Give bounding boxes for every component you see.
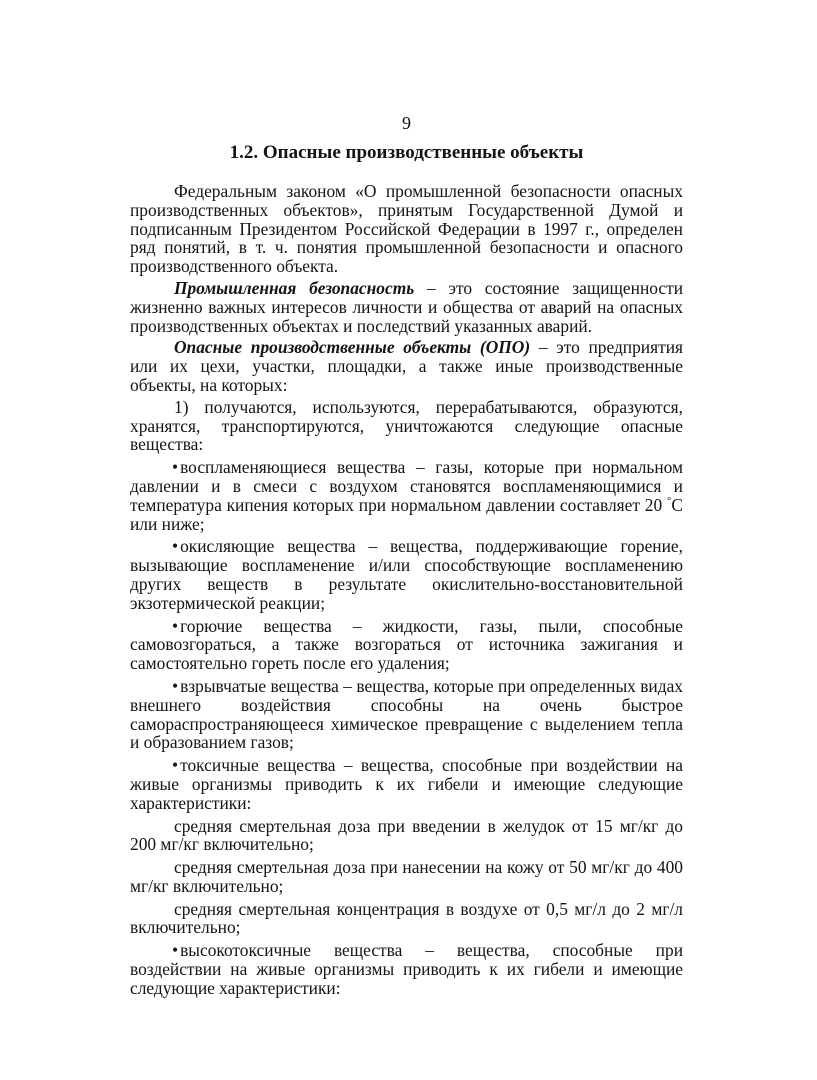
bullet-marker: • [172, 536, 179, 557]
bullet-marker: • [172, 457, 179, 478]
bullet-text: воспламеняющиеся вещества – газы, которые при нормальном давлении и в смеси с воздухом становятся воспламеняющимися и температура кипения которых при нормальном давлении составляет 20 [130, 457, 683, 515]
bullet-highly-toxic [130, 941, 683, 997]
bullet-marker: • [172, 615, 179, 636]
definition-hazardous-objects: – это предприятия или их цехи, участки, площадки, а также иные производственные объекты, на которых: [130, 337, 684, 395]
bullet-combustible [130, 617, 683, 673]
degree-sign: ° [666, 494, 672, 507]
section-title: 1.2. Опасные производственные объекты [229, 142, 584, 163]
bullet-marker: • [172, 755, 179, 776]
bullet-text: взрывчатые вещества – вещества, которые при определенных видах внешнего воздействия способны на очень быстрое самораспространяющееся химическое превращение с выделением тепла и образованием газов; [130, 675, 683, 753]
bullet-explosive [130, 677, 683, 752]
term-industrial-safety: Промышленная безопасность [174, 277, 415, 298]
paragraph-safety-definition [130, 279, 683, 335]
page-number: 9 [402, 113, 411, 133]
bullet-text: токсичные вещества – вещества, способные при воздействии на живые организмы приводить к их гибели и имеющие следующие характеристики: [130, 755, 683, 813]
bullet-text: С или ниже; [130, 494, 683, 534]
paragraph-opo-definition [130, 338, 683, 394]
bullet-flammable [130, 458, 683, 533]
bullet-toxic [130, 756, 683, 812]
bullet-marker: • [172, 940, 179, 961]
bullet-oxidizing [130, 537, 683, 612]
bullet-text: горючие вещества – жидкости, газы, пыли, способные самовозгораться, а также возгораться от источника зажигания и самостоятельно гореть после его удаления; [130, 615, 683, 674]
bullet-marker: • [172, 675, 179, 696]
paragraph-item-1: 1) получаются, используются, перерабатываются, образуются, хранятся, транспортируются, уничтожаются следующие опасные вещества: [130, 396, 683, 455]
toxic-criterion-air: средняя смертельная концентрация в воздухе от 0,5 мг/л до 2 мг/л включительно; [130, 898, 683, 938]
definition-industrial-safety: – это состояние защищенности жизненно важных интересов личности и общества от аварий на опасных производственных объектах и последствий указанных аварий. [130, 277, 683, 336]
bullet-text: окисляющие вещества – вещества, поддерживающие горение, вызывающие воспламенение и/или способствующие воспламенению других веществ в результате окислительно-восстановительной экзотермической реакции; [130, 536, 683, 613]
bullet-text: высокотоксичные вещества – вещества, способные при воздействии на живые организмы приводить к их гибели и имеющие следующие характеристики: [130, 940, 683, 998]
toxic-criterion-oral: средняя смертельная доза при введении в желудок от 15 мг/кг до 200 мг/кг включительно; [130, 815, 683, 855]
document-page [130, 112, 683, 998]
paragraph-intro: Федеральным законом «О промышленной безопасности опасных производственных объектов», принятым Государственной Думой и подписанным Президентом Российской Федерации в 1997 г., определен ряд понятий, в т. ч. понятия промышленной безопасности и опасного производственного объекта. [130, 181, 683, 277]
term-hazardous-objects: Опасные производственные объекты (ОПО) [174, 337, 531, 358]
toxic-criterion-dermal: средняя смертельная доза при нанесении на кожу от 50 мг/кг до 400 мг/кг включительно; [130, 857, 683, 896]
